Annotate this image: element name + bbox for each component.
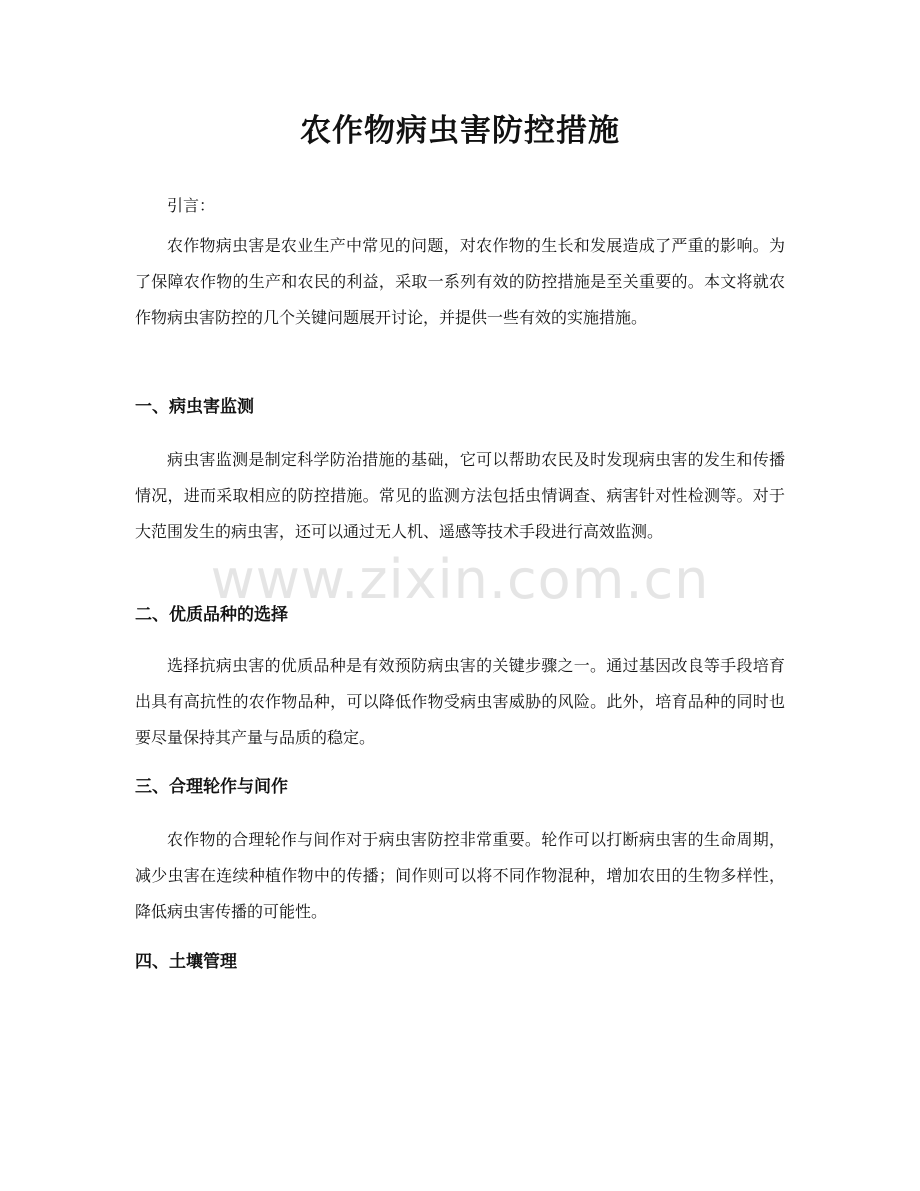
section-paragraph: 选择抗病虫害的优质品种是有效预防病虫害的关键步骤之一。通过基因改良等手段培育出具有高抗性的农作物品种，可以降低作物受病虫害威胁的风险。此外，培育品种的同时也要尽量保持其产量与品质的稳定。 [135,656,785,747]
section-paragraph: 农作物的合理轮作与间作对于病虫害防控非常重要。轮作可以打断病虫害的生命周期，减少虫害在连续种植作物中的传播；间作则可以将不同作物混种，增加农田的生物多样性，降低病虫害传播的可能性。 [135,830,785,921]
intro-paragraph-block [135,228,785,336]
watermark: www.zixin.com.cn [210,548,710,611]
section-2-body [135,648,785,756]
section-3-body [135,822,785,930]
section-heading: 四、土壤管理 [135,952,237,972]
section-heading: 二、优质品种的选择 [135,605,288,625]
intro-label: 引言： [167,196,216,215]
intro-label-block [135,188,785,224]
section-1 [135,392,785,422]
section-3 [135,772,785,802]
section-4 [135,947,785,977]
section-2 [135,600,785,630]
section-paragraph: 病虫害监测是制定科学防治措施的基础，它可以帮助农民及时发现病虫害的发生和传播情况，进而采取相应的防控措施。常见的监测方法包括虫情调查、病害针对性检测等。对于大范围发生的病虫害，还可以通过无人机、遥感等技术手段进行高效监测。 [135,450,785,541]
document-title: 农作物病虫害防控措施 [300,113,620,149]
section-1-body [135,442,785,550]
intro-paragraph: 农作物病虫害是农业生产中常见的问题，对农作物的生长和发展造成了严重的影响。为了保障农作物的生产和农民的利益，采取一系列有效的防控措施是至关重要的。本文将就农作物病虫害防控的几个关键问题展开讨论，并提供一些有效的实施措施。 [135,236,785,327]
section-heading: 一、病虫害监测 [135,397,254,417]
section-heading: 三、合理轮作与间作 [135,777,288,797]
